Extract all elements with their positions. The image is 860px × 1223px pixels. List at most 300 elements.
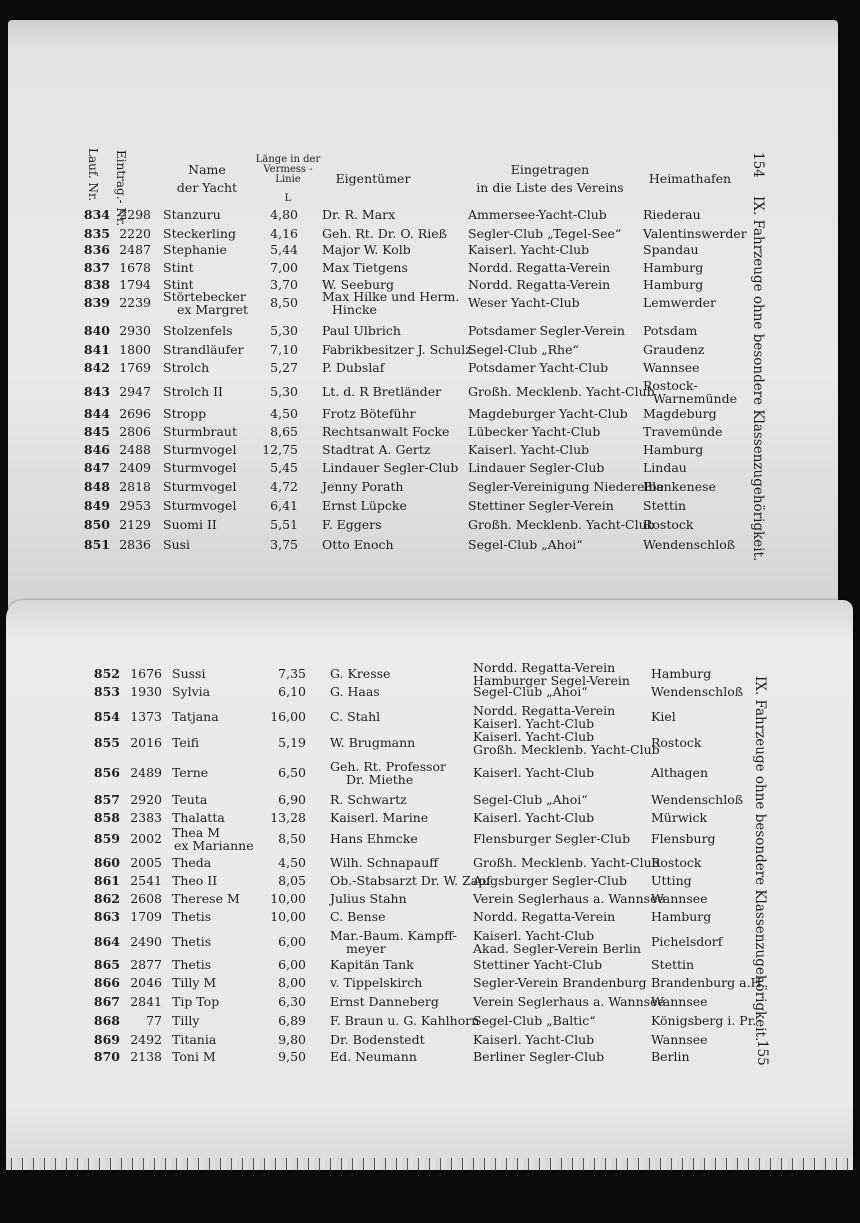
heimathafen-cell: Berlin	[651, 1049, 690, 1064]
table-row	[0, 759, 860, 787]
yacht-name-cell: Theo II	[172, 873, 218, 888]
table-row	[0, 995, 860, 1015]
heimathafen-cell: Hamburg	[651, 666, 712, 681]
club-cell: Kaiserl. Yacht-Club	[473, 928, 595, 943]
owner-cell: G. Kresse	[330, 666, 391, 681]
header-verein-line2: in die Liste des Vereins	[476, 180, 624, 195]
heimathafen-cell: Flensburg	[651, 831, 716, 846]
heimathafen-cell: Wannsee	[651, 1032, 708, 1047]
lauf-nr-cell: 869	[93, 1032, 120, 1047]
eintrag-nr-cell: 1373	[130, 709, 162, 724]
laenge-cell: 12,75	[262, 442, 298, 457]
eintrag-nr-cell: 2841	[130, 994, 162, 1009]
yacht-name-cell: Störtebecker	[163, 289, 246, 304]
eintrag-nr-cell: 2298	[119, 207, 151, 222]
lauf-nr-cell: 836	[83, 242, 110, 257]
yacht-name-cell: Stint	[163, 260, 194, 275]
yacht-name-cell: Sturmvogel	[163, 442, 237, 457]
laenge-cell: 8,05	[278, 873, 306, 888]
heimathafen-cell: Hamburg	[643, 260, 704, 275]
eintrag-nr-cell: 2409	[119, 460, 151, 475]
owner-cell: R. Schwartz	[330, 792, 407, 807]
eintrag-nr-cell: 2005	[130, 855, 162, 870]
heimathafen-cell: Wannsee	[651, 891, 708, 906]
eintrag-nr-cell: 2383	[130, 810, 162, 825]
heimathafen-cell: Hamburg	[651, 909, 712, 924]
club-cell: Nordd. Regatta-Verein	[473, 660, 616, 675]
yacht-name-cell: Theda	[172, 855, 212, 870]
owner-cell: Lt. d. R Bretländer	[322, 384, 442, 399]
club-cell: Verein Seglerhaus a. Wannsee	[473, 994, 665, 1009]
table-row	[0, 928, 860, 956]
owner-cell-line2: Hincke	[332, 302, 377, 317]
laenge-cell: 5,30	[270, 384, 298, 399]
eintrag-nr-cell: 2016	[130, 735, 162, 750]
heimathafen-cell: Pichelsdorf	[651, 934, 723, 949]
laenge-cell: 6,00	[278, 957, 306, 972]
heimathafen-cell: Königsberg i. Pr.	[651, 1013, 757, 1028]
owner-cell: Rechtsanwalt Focke	[322, 424, 450, 439]
heimathafen-cell: Wendenschloß	[651, 684, 744, 699]
eintrag-nr-cell: 1794	[119, 277, 151, 292]
owner-cell: Jenny Porath	[322, 479, 404, 494]
laenge-cell: 8,65	[270, 424, 298, 439]
club-cell: Stettiner Yacht-Club	[473, 957, 603, 972]
table-row	[0, 811, 860, 831]
lauf-nr-cell: 846	[83, 442, 110, 457]
laenge-cell: 4,72	[270, 479, 298, 494]
owner-cell: Ernst Lüpcke	[322, 498, 407, 513]
owner-cell: Mar.-Baum. Kampff-	[330, 928, 457, 943]
heimathafen-cell: Blankenese	[643, 479, 716, 494]
owner-cell: Julius Stahn	[330, 891, 407, 906]
eintrag-nr-cell: 2930	[119, 323, 151, 338]
club-cell: Nordd. Regatta-Verein	[468, 260, 611, 275]
club-cell: Ammersee-Yacht-Club	[468, 207, 607, 222]
laenge-cell: 6,90	[278, 792, 306, 807]
club-cell: Lindauer Segler-Club	[468, 460, 605, 475]
owner-cell: Stadtrat A. Gertz	[322, 442, 431, 457]
eintrag-nr-cell: 1709	[130, 909, 162, 924]
laenge-cell: 4,50	[278, 855, 306, 870]
laenge-cell: 4,16	[270, 226, 298, 241]
heimathafen-cell: Stettin	[643, 498, 687, 513]
yacht-name-cell-line2: ex Marianne	[174, 838, 254, 853]
table-row	[0, 729, 860, 757]
header-heimathafen: Heimathafen	[648, 171, 732, 186]
yacht-name-cell: Strolch	[163, 360, 210, 375]
laenge-cell: 6,50	[278, 765, 306, 780]
laenge-cell: 6,41	[270, 498, 298, 513]
lauf-nr-cell: 857	[93, 792, 120, 807]
header-name-line2: der Yacht	[176, 180, 238, 195]
yacht-name-cell-line2: ex Margret	[177, 302, 249, 317]
table-row	[0, 361, 860, 381]
yacht-name-cell: Terne	[172, 765, 209, 780]
eintrag-nr-cell: 2953	[119, 498, 151, 513]
eintrag-nr-cell: 2220	[119, 226, 151, 241]
laenge-cell: 7,10	[270, 342, 298, 357]
club-cell-line2: Hamburger Segel-Verein	[473, 673, 630, 688]
laenge-cell: 9,80	[278, 1032, 306, 1047]
club-cell: Nordd. Regatta-Verein	[473, 909, 616, 924]
club-cell: Kaiserl. Yacht-Club	[473, 1032, 595, 1047]
heimathafen-cell: Wannsee	[651, 994, 708, 1009]
laenge-cell: 5,45	[270, 460, 298, 475]
owner-cell: Dr. R. Marx	[322, 207, 396, 222]
club-cell: Kaiserl. Yacht-Club	[473, 729, 595, 744]
yacht-name-cell: Tatjana	[172, 709, 219, 724]
eintrag-nr-cell: 2877	[130, 957, 162, 972]
club-cell: Segel-Club „Ahoi“	[473, 792, 588, 807]
club-cell: Großh. Mecklenb. Yacht-Club	[468, 384, 655, 399]
heimathafen-cell: Rostock	[643, 517, 694, 532]
table-row	[0, 874, 860, 894]
lauf-nr-cell: 849	[83, 498, 110, 513]
yacht-name-cell: Strolch II	[163, 384, 223, 399]
club-cell: Segel-Club „Ahoi“	[473, 684, 588, 699]
eintrag-nr-cell: 2046	[130, 975, 162, 990]
owner-cell: Kaiserl. Marine	[330, 810, 429, 825]
heimathafen-cell: Potsdam	[643, 323, 698, 338]
laenge-cell: 6,30	[278, 994, 306, 1009]
lauf-nr-cell: 867	[93, 994, 120, 1009]
owner-cell: Geh. Rt. Dr. O. Rieß	[322, 226, 447, 241]
yacht-name-cell: Stanzuru	[163, 207, 221, 222]
heimathafen-cell: Rostock	[651, 735, 702, 750]
heimathafen-cell: Wendenschloß	[643, 537, 736, 552]
owner-cell: Lindauer Segler-Club	[322, 460, 459, 475]
heimathafen-cell-line2: Warnemünde	[653, 391, 737, 406]
owner-cell: W. Seeburg	[322, 277, 394, 292]
eintrag-nr-cell: 2129	[119, 517, 151, 532]
lauf-nr-cell: 848	[83, 479, 110, 494]
heimathafen-cell: Rostock	[651, 855, 702, 870]
eintrag-nr-cell: 2490	[130, 934, 162, 949]
eintrag-nr-cell: 2492	[130, 1032, 162, 1047]
club-cell: Segel-Club „Rhe“	[468, 342, 579, 357]
club-cell: Augsburger Segler-Club	[473, 873, 628, 888]
laenge-cell: 5,51	[270, 517, 298, 532]
running-title-top: IX. Fahrzeuge ohne besondere Klassenzugehörigkeit.	[750, 196, 766, 562]
table-row	[0, 208, 860, 228]
table-row	[0, 1014, 860, 1034]
laenge-cell: 5,44	[270, 242, 298, 257]
owner-cell: Hans Ehmcke	[330, 831, 418, 846]
yacht-name-cell: Toni M	[172, 1049, 216, 1064]
page-number-bottom: 155	[754, 1040, 770, 1066]
owner-cell: Max Tietgens	[322, 260, 408, 275]
eintrag-nr-cell: 2138	[130, 1049, 162, 1064]
yacht-name-cell: Thalatta	[172, 810, 225, 825]
owner-cell: Ed. Neumann	[330, 1049, 417, 1064]
owner-cell: Wilh. Schnapauff	[330, 855, 439, 870]
laenge-cell: 9,50	[278, 1049, 306, 1064]
owner-cell-line2: Dr. Miethe	[346, 772, 414, 787]
yacht-name-cell: Suomi II	[163, 517, 217, 532]
table-row	[0, 910, 860, 930]
table-row	[0, 499, 860, 519]
laenge-cell: 6,89	[278, 1013, 306, 1028]
club-cell: Verein Seglerhaus a. Wannsee	[473, 891, 665, 906]
header-laenge-line4: L	[284, 193, 292, 204]
eintrag-nr-cell: 2696	[119, 406, 151, 421]
heimathafen-cell: Riederau	[643, 207, 701, 222]
heimathafen-cell: Stettin	[651, 957, 695, 972]
lauf-nr-cell: 860	[93, 855, 120, 870]
heimathafen-cell: Kiel	[651, 709, 676, 724]
header-laenge-line3: Linie	[275, 174, 301, 185]
lauf-nr-cell: 845	[83, 424, 110, 439]
owner-cell: Geh. Rt. Professor	[330, 759, 447, 774]
eintrag-nr-cell: 1676	[130, 666, 162, 681]
club-cell: Segel-Club „Ahoi“	[468, 537, 583, 552]
lauf-nr-cell: 851	[83, 537, 110, 552]
lauf-nr-cell: 834	[83, 207, 110, 222]
eintrag-nr-cell: 2487	[119, 242, 151, 257]
eintrag-nr-cell: 2608	[130, 891, 162, 906]
yacht-name-cell: Stephanie	[163, 242, 227, 257]
club-cell: Segler-Club „Tegel-See“	[468, 226, 622, 241]
running-title-bottom: IX. Fahrzeuge ohne besondere Klassenzugehörigkeit.	[752, 676, 768, 1042]
owner-cell: Max Hilke und Herm.	[322, 289, 460, 304]
laenge-cell: 10,00	[270, 891, 306, 906]
eintrag-nr-cell: 2920	[130, 792, 162, 807]
lauf-nr-cell: 856	[93, 765, 120, 780]
lauf-nr-cell: 870	[93, 1049, 120, 1064]
laenge-cell: 7,35	[278, 666, 306, 681]
lauf-nr-cell: 853	[93, 684, 120, 699]
eintrag-nr-cell: 1769	[119, 360, 151, 375]
yacht-name-cell: Strandläufer	[163, 342, 244, 357]
lauf-nr-cell: 839	[83, 295, 110, 310]
lauf-nr-cell: 843	[83, 384, 110, 399]
yacht-name-cell: Susi	[163, 537, 191, 552]
table-row	[0, 1050, 860, 1070]
lauf-nr-cell: 842	[83, 360, 110, 375]
yacht-name-cell: Therese M	[172, 891, 240, 906]
yacht-name-cell: Stint	[163, 277, 194, 292]
heimathafen-cell: Brandenburg a.H.	[651, 975, 766, 990]
lauf-nr-cell: 858	[93, 810, 120, 825]
yacht-name-cell: Steckerling	[163, 226, 236, 241]
owner-cell: Paul Ulbrich	[322, 323, 401, 338]
yacht-name-cell: Thea M	[172, 825, 221, 840]
club-cell: Kaiserl. Yacht-Club	[468, 442, 590, 457]
laenge-cell: 4,50	[270, 406, 298, 421]
club-cell: Flensburger Segler-Club	[473, 831, 631, 846]
page-number-top: 154	[750, 152, 766, 178]
eintrag-nr-cell: 2489	[130, 765, 162, 780]
laenge-cell: 8,50	[278, 831, 306, 846]
table-row	[0, 892, 860, 912]
table-row	[0, 289, 860, 317]
heimathafen-cell: Valentinswerder	[643, 226, 747, 241]
club-cell: Magdeburger Yacht-Club	[468, 406, 628, 421]
club-cell: Potsdamer Segler-Verein	[468, 323, 625, 338]
header-lauf-nr: Lauf. Nr.	[86, 148, 100, 202]
club-cell: Segel-Club „Baltic“	[473, 1013, 596, 1028]
yacht-name-cell: Sturmvogel	[163, 460, 237, 475]
header-laenge-line1: Länge in der	[255, 154, 321, 165]
owner-cell: W. Brugmann	[330, 735, 416, 750]
owner-cell: Frotz Böteführ	[322, 406, 416, 421]
laenge-cell: 13,28	[270, 810, 306, 825]
lauf-nr-cell: 852	[93, 666, 120, 681]
eintrag-nr-cell: 2818	[119, 479, 151, 494]
yacht-name-cell: Stolzenfels	[163, 323, 233, 338]
eintrag-nr-cell: 1930	[130, 684, 162, 699]
owner-cell: Kapitän Tank	[330, 957, 414, 972]
header-eigentuemer: Eigentümer	[335, 171, 411, 186]
lauf-nr-cell: 868	[93, 1013, 120, 1028]
yacht-name-cell: Sylvia	[172, 684, 211, 699]
laenge-cell: 8,50	[270, 295, 298, 310]
owner-cell: C. Stahl	[330, 709, 381, 724]
heimathafen-cell: Althagen	[651, 765, 709, 780]
yacht-name-cell: Sussi	[172, 666, 206, 681]
club-cell: Segler-Verein Brandenburg	[473, 975, 647, 990]
header-laenge-line2: Vermess -	[263, 164, 313, 175]
owner-cell: F. Eggers	[322, 517, 382, 532]
lauf-nr-cell: 861	[93, 873, 120, 888]
lauf-nr-cell: 835	[83, 226, 110, 241]
lauf-nr-cell: 855	[93, 735, 120, 750]
owner-cell: P. Dubslaf	[322, 360, 385, 375]
lauf-nr-cell: 862	[93, 891, 120, 906]
table-row	[0, 480, 860, 500]
eintrag-nr-cell: 2239	[119, 295, 151, 310]
club-cell: Berliner Segler-Club	[473, 1049, 605, 1064]
table-row	[0, 703, 860, 731]
yacht-name-cell: Tip Top	[172, 994, 220, 1009]
heimathafen-cell: Hamburg	[643, 277, 704, 292]
heimathafen-cell: Travemünde	[643, 424, 723, 439]
lauf-nr-cell: 847	[83, 460, 110, 475]
yacht-name-cell: Titania	[172, 1032, 217, 1047]
laenge-cell: 10,00	[270, 909, 306, 924]
club-cell-line2: Akad. Segler-Verein Berlin	[473, 941, 641, 956]
table-row	[0, 538, 860, 558]
club-cell: Lübecker Yacht-Club	[468, 424, 601, 439]
heimathafen-cell: Lindau	[643, 460, 687, 475]
owner-cell: Fabrikbesitzer J. Schulz	[322, 342, 472, 357]
eintrag-nr-cell: 2002	[130, 831, 162, 846]
table-row	[0, 976, 860, 996]
owner-cell-line2: meyer	[346, 941, 386, 956]
laenge-cell: 8,00	[278, 975, 306, 990]
page-edge-decoration	[6, 1158, 853, 1170]
laenge-cell: 7,00	[270, 260, 298, 275]
club-cell-line2: Kaiserl. Yacht-Club	[473, 716, 595, 731]
lauf-nr-cell: 864	[93, 934, 120, 949]
header-verein-line1: Eingetragen	[510, 162, 590, 177]
lauf-nr-cell: 854	[93, 709, 120, 724]
yacht-name-cell: Tilly M	[172, 975, 217, 990]
eintrag-nr-cell: 2541	[130, 873, 162, 888]
owner-cell: v. Tippelskirch	[330, 975, 423, 990]
heimathafen-cell: Wendenschloß	[651, 792, 744, 807]
heimathafen-cell: Spandau	[643, 242, 699, 257]
eintrag-nr-cell: 2836	[119, 537, 151, 552]
heimathafen-cell: Magdeburg	[643, 406, 717, 421]
lauf-nr-cell: 840	[83, 323, 110, 338]
heimathafen-cell: Utting	[651, 873, 692, 888]
yacht-name-cell: Thetis	[172, 957, 212, 972]
club-cell-line2: Großh. Mecklenb. Yacht-Club	[473, 742, 660, 757]
lauf-nr-cell: 863	[93, 909, 120, 924]
heimathafen-cell: Hamburg	[643, 442, 704, 457]
yacht-name-cell: Thetis	[172, 934, 212, 949]
laenge-cell: 6,10	[278, 684, 306, 699]
header-name-line1: Name	[188, 162, 226, 177]
eintrag-nr-cell: 1800	[119, 342, 151, 357]
yacht-name-cell: Teuta	[172, 792, 208, 807]
club-cell: Kaiserl. Yacht-Club	[468, 242, 590, 257]
table-row	[0, 461, 860, 481]
owner-cell: F. Braun u. G. Kahlhorn	[330, 1013, 480, 1028]
lauf-nr-cell: 837	[83, 260, 110, 275]
club-cell: Nordd. Regatta-Verein	[468, 277, 611, 292]
heimathafen-cell: Mürwick	[651, 810, 708, 825]
laenge-cell: 5,27	[270, 360, 298, 375]
owner-cell: Ernst Danneberg	[330, 994, 439, 1009]
yacht-name-cell: Sturmvogel	[163, 498, 237, 513]
lauf-nr-cell: 838	[83, 277, 110, 292]
yacht-name-cell: Sturmvogel	[163, 479, 237, 494]
club-cell: Potsdamer Yacht-Club	[468, 360, 609, 375]
table-row	[0, 324, 860, 344]
owner-cell: Dr. Bodenstedt	[330, 1032, 425, 1047]
table-row	[0, 518, 860, 538]
owner-cell: Otto Enoch	[322, 537, 394, 552]
laenge-cell: 3,70	[270, 277, 298, 292]
yacht-name-cell: Thetis	[172, 909, 212, 924]
yacht-name-cell: Sturmbraut	[163, 424, 237, 439]
eintrag-nr-cell: 2947	[119, 384, 151, 399]
club-cell: Kaiserl. Yacht-Club	[473, 810, 595, 825]
laenge-cell: 5,30	[270, 323, 298, 338]
club-cell: Kaiserl. Yacht-Club	[473, 765, 595, 780]
owner-cell: C. Bense	[330, 909, 386, 924]
yacht-name-cell: Tilly	[172, 1013, 200, 1028]
eintrag-nr-cell: 2488	[119, 442, 151, 457]
club-cell: Großh. Mecklenb. Yacht-Club	[468, 517, 655, 532]
laenge-cell: 16,00	[270, 709, 306, 724]
lauf-nr-cell: 844	[83, 406, 110, 421]
lauf-nr-cell: 866	[93, 975, 120, 990]
laenge-cell: 6,00	[278, 934, 306, 949]
lauf-nr-cell: 850	[83, 517, 110, 532]
table-row	[0, 793, 860, 813]
club-cell: Weser Yacht-Club	[468, 295, 580, 310]
lauf-nr-cell: 841	[83, 342, 110, 357]
eintrag-nr-cell: 1678	[119, 260, 151, 275]
club-cell: Nordd. Regatta-Verein	[473, 703, 616, 718]
owner-cell: Ob.-Stabsarzt Dr. W. Zapf	[330, 873, 491, 888]
heimathafen-cell: Wannsee	[643, 360, 700, 375]
lauf-nr-cell: 865	[93, 957, 120, 972]
yacht-name-cell: Stropp	[163, 406, 207, 421]
club-cell: Segler-Vereinigung Niederelbe	[468, 479, 664, 494]
laenge-cell: 4,80	[270, 207, 298, 222]
table-row	[0, 378, 860, 406]
table-row	[0, 825, 860, 853]
heimathafen-cell: Rostock-	[643, 378, 698, 393]
eintrag-nr-cell: 2806	[119, 424, 151, 439]
heimathafen-cell: Lemwerder	[643, 295, 716, 310]
heimathafen-cell: Graudenz	[643, 342, 705, 357]
